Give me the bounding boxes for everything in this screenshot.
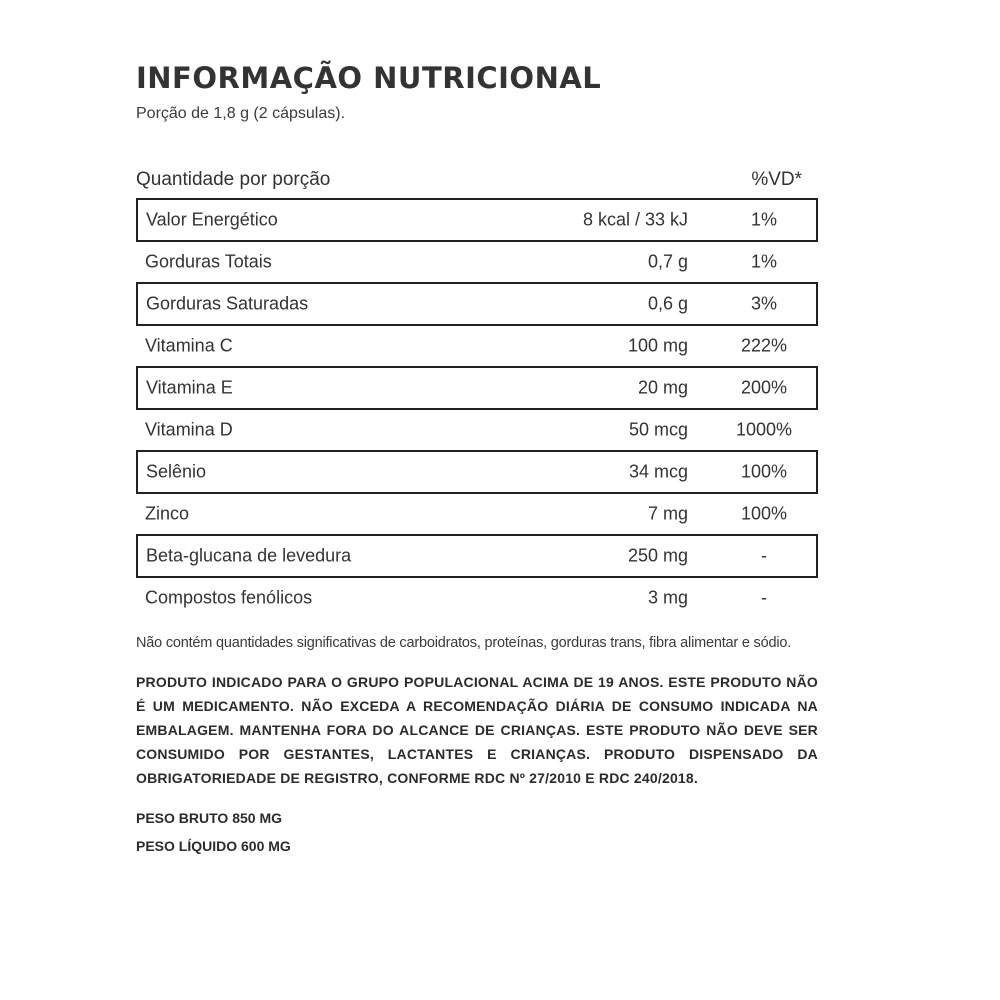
table-row bbox=[136, 282, 818, 326]
net-weight bbox=[136, 832, 818, 860]
row-name: Gorduras Totais bbox=[145, 251, 272, 272]
row-vd: - bbox=[761, 587, 767, 608]
net-weight-label: PESO LÍQUIDO bbox=[136, 837, 238, 854]
row-amount: 100 mg bbox=[627, 335, 688, 356]
row-vd: 3% bbox=[750, 293, 777, 314]
row-amount: 250 mg bbox=[627, 545, 688, 566]
row-amount: 0,7 g bbox=[647, 251, 688, 272]
row-amount: 50 mcg bbox=[628, 419, 688, 440]
page-title: INFORMAÇÃO NUTRICIONAL bbox=[136, 61, 602, 95]
net-weight-value: 600 MG bbox=[241, 837, 291, 854]
table-row bbox=[136, 450, 818, 494]
row-amount: 7 mg bbox=[647, 503, 688, 524]
row-amount: 8 kcal / 33 kJ bbox=[582, 209, 688, 230]
table-row bbox=[136, 325, 818, 367]
row-name: Zinco bbox=[145, 503, 190, 524]
row-name: Vitamina D bbox=[145, 419, 233, 440]
table-row bbox=[136, 577, 818, 619]
gross-weight bbox=[136, 804, 818, 832]
row-vd: 222% bbox=[740, 335, 788, 356]
row-name: Vitamina E bbox=[146, 377, 233, 398]
row-name: Selênio bbox=[146, 461, 207, 482]
header-quantity: Quantidade por porção bbox=[136, 169, 331, 190]
row-name: Compostos fenólicos bbox=[145, 587, 313, 608]
weights bbox=[136, 804, 818, 860]
table-row bbox=[136, 493, 818, 535]
table-row bbox=[136, 198, 818, 242]
row-vd: 100% bbox=[740, 503, 788, 524]
portion-text: Porção de 1,8 g (2 cápsulas). bbox=[136, 105, 346, 122]
nutrition-table bbox=[136, 198, 818, 619]
nutrition-panel bbox=[136, 58, 818, 860]
warning-text: PRODUTO INDICADO PARA O GRUPO POPULACIONAL ACIMA DE 19 ANOS. ESTE PRODUTO NÃO É UM MEDICAMENTO. NÃO EXCEDA A RECOMENDAÇÃO DIÁRIA DE CONSUMO INDICADA NA EMBALAGEM. MANTENHA FORA DO ALCANCE DE CRIANÇAS. ESTE PRODUTO NÃO DEVE SER CONSUMIDO POR GESTANTES, LACTANTES E CRIANÇAS. PRODUTO DISPENSADO DA OBRIGATORIEDADE DE REGISTRO, CONFORME RDC Nº 27/2010 E RDC 240/2018. bbox=[136, 673, 818, 786]
table-row bbox=[136, 409, 818, 451]
row-amount: 34 mcg bbox=[628, 461, 688, 482]
row-name: Valor Energético bbox=[146, 209, 278, 230]
row-name: Gorduras Saturadas bbox=[146, 293, 309, 314]
row-vd: 1% bbox=[750, 251, 777, 272]
row-amount: 0,6 g bbox=[647, 293, 688, 314]
row-amount: 20 mg bbox=[637, 377, 688, 398]
row-name: Vitamina C bbox=[145, 335, 233, 356]
gross-weight-label: PESO BRUTO bbox=[136, 809, 229, 826]
row-vd: 1% bbox=[750, 209, 777, 230]
gross-weight-value: 850 MG bbox=[232, 809, 283, 826]
footnote: Não contém quantidades significativas de carboidratos, proteínas, gorduras trans, fibra alimentar e sódio. bbox=[136, 635, 792, 651]
header-vd: %VD* bbox=[751, 169, 802, 190]
table-header bbox=[136, 169, 818, 199]
row-name: Beta-glucana de levedura bbox=[146, 545, 352, 566]
row-vd: 100% bbox=[740, 461, 788, 482]
row-amount: 3 mg bbox=[647, 587, 688, 608]
table-row bbox=[136, 366, 818, 410]
row-vd: 1000% bbox=[735, 419, 793, 440]
row-vd: - bbox=[761, 545, 767, 566]
table-row bbox=[136, 241, 818, 283]
row-vd: 200% bbox=[740, 377, 788, 398]
table-row bbox=[136, 534, 818, 578]
